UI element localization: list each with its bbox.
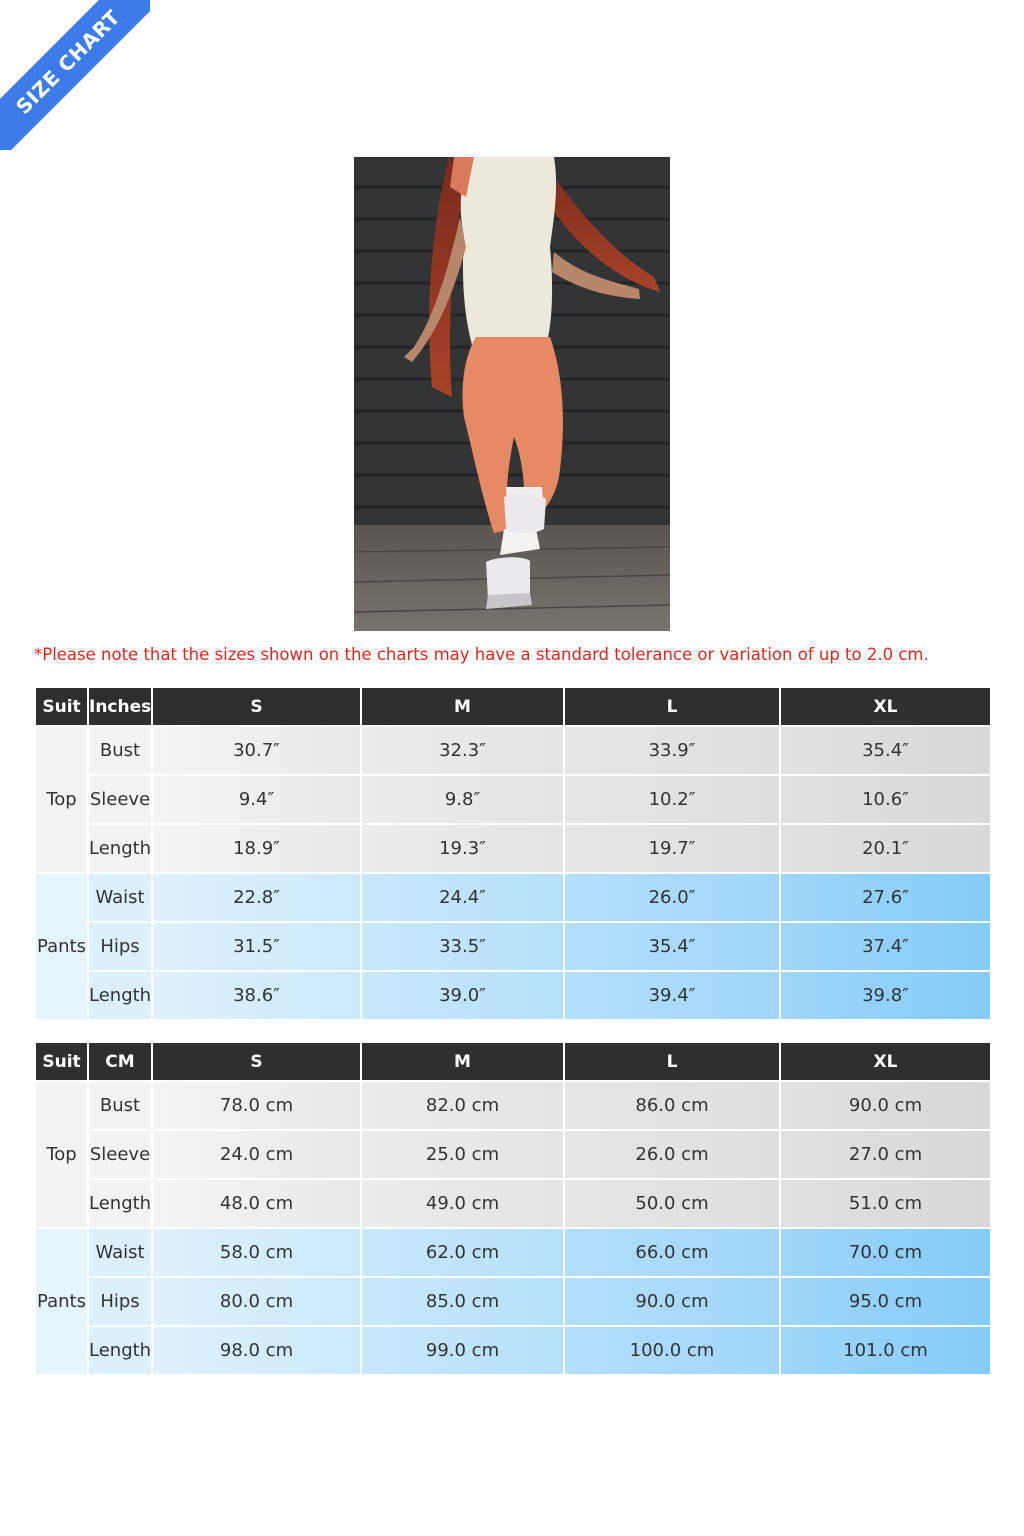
- cell-value: 37.4″: [781, 923, 990, 970]
- table-row: [36, 1229, 990, 1276]
- cell-value: 22.8″: [153, 874, 360, 921]
- size-chart-badge-wrap: [0, 0, 150, 150]
- cell-value: 19.3″: [362, 825, 563, 872]
- table-row: [36, 874, 990, 921]
- header-size-l: L: [565, 688, 779, 725]
- cell-value: 95.0 cm: [781, 1278, 990, 1325]
- cell-value: 98.0 cm: [153, 1327, 360, 1374]
- cell-value: 31.5″: [153, 923, 360, 970]
- row-label: Sleeve: [89, 1131, 151, 1178]
- row-label: Length: [89, 1327, 151, 1374]
- tolerance-note: *Please note that the sizes shown on the charts may have a standard tolerance or variation of up to 2.0 cm.: [34, 645, 929, 664]
- cell-value: 33.9″: [565, 727, 779, 774]
- table-row: [36, 1278, 990, 1325]
- header-unit: CM: [89, 1043, 151, 1080]
- header-size-l: L: [565, 1043, 779, 1080]
- cell-value: 80.0 cm: [153, 1278, 360, 1325]
- row-label: Length: [89, 972, 151, 1019]
- table-row: [36, 1082, 990, 1129]
- table-row: [36, 727, 990, 774]
- cell-value: 49.0 cm: [362, 1180, 563, 1227]
- group-pants: Pants: [36, 1229, 87, 1374]
- cell-value: 39.8″: [781, 972, 990, 1019]
- cell-value: 32.3″: [362, 727, 563, 774]
- cell-value: 38.6″: [153, 972, 360, 1019]
- cell-value: 35.4″: [781, 727, 990, 774]
- table-row: [36, 923, 990, 970]
- cell-value: 78.0 cm: [153, 1082, 360, 1129]
- row-label: Bust: [89, 727, 151, 774]
- header-size-s: S: [153, 1043, 360, 1080]
- table-row: [36, 1131, 990, 1178]
- cell-value: 51.0 cm: [781, 1180, 990, 1227]
- cell-value: 26.0″: [565, 874, 779, 921]
- cell-value: 39.4″: [565, 972, 779, 1019]
- cm-size-table: [34, 1041, 992, 1376]
- cell-value: 9.8″: [362, 776, 563, 823]
- cell-value: 26.0 cm: [565, 1131, 779, 1178]
- cell-value: 35.4″: [565, 923, 779, 970]
- row-label: Waist: [89, 1229, 151, 1276]
- row-label: Length: [89, 1180, 151, 1227]
- cell-value: 50.0 cm: [565, 1180, 779, 1227]
- table-row: [36, 1180, 990, 1227]
- row-label: Length: [89, 825, 151, 872]
- header-size-s: S: [153, 688, 360, 725]
- header-size-xl: XL: [781, 688, 990, 725]
- cell-value: 25.0 cm: [362, 1131, 563, 1178]
- header-suit: Suit: [36, 688, 87, 725]
- cell-value: 101.0 cm: [781, 1327, 990, 1374]
- cell-value: 30.7″: [153, 727, 360, 774]
- cell-value: 82.0 cm: [362, 1082, 563, 1129]
- cell-value: 19.7″: [565, 825, 779, 872]
- table-row: [36, 825, 990, 872]
- table-row: [36, 776, 990, 823]
- row-label: Hips: [89, 1278, 151, 1325]
- cell-value: 27.6″: [781, 874, 990, 921]
- cell-value: 10.6″: [781, 776, 990, 823]
- cell-value: 90.0 cm: [781, 1082, 990, 1129]
- inches-size-table: [34, 686, 992, 1021]
- cell-value: 58.0 cm: [153, 1229, 360, 1276]
- cell-value: 48.0 cm: [153, 1180, 360, 1227]
- header-suit: Suit: [36, 1043, 87, 1080]
- cell-value: 39.0″: [362, 972, 563, 1019]
- cell-value: 66.0 cm: [565, 1229, 779, 1276]
- row-label: Sleeve: [89, 776, 151, 823]
- cell-value: 18.9″: [153, 825, 360, 872]
- header-unit: Inches: [89, 688, 151, 725]
- table-row: [36, 1327, 990, 1374]
- size-chart-badge: SIZE CHART: [0, 0, 150, 150]
- product-photo: [354, 157, 670, 631]
- cell-value: 100.0 cm: [565, 1327, 779, 1374]
- row-label: Hips: [89, 923, 151, 970]
- cell-value: 9.4″: [153, 776, 360, 823]
- cell-value: 90.0 cm: [565, 1278, 779, 1325]
- cell-value: 99.0 cm: [362, 1327, 563, 1374]
- group-pants: Pants: [36, 874, 87, 1019]
- table-row: [36, 972, 990, 1019]
- row-label: Bust: [89, 1082, 151, 1129]
- table-header-row: [36, 1043, 990, 1080]
- cell-value: 10.2″: [565, 776, 779, 823]
- header-size-m: M: [362, 688, 563, 725]
- cell-value: 20.1″: [781, 825, 990, 872]
- cell-value: 24.0 cm: [153, 1131, 360, 1178]
- row-label: Waist: [89, 874, 151, 921]
- cell-value: 62.0 cm: [362, 1229, 563, 1276]
- cell-value: 86.0 cm: [565, 1082, 779, 1129]
- cell-value: 33.5″: [362, 923, 563, 970]
- group-top: Top: [36, 1082, 87, 1227]
- header-size-xl: XL: [781, 1043, 990, 1080]
- cell-value: 70.0 cm: [781, 1229, 990, 1276]
- cell-value: 85.0 cm: [362, 1278, 563, 1325]
- cell-value: 27.0 cm: [781, 1131, 990, 1178]
- table-header-row: [36, 688, 990, 725]
- group-top: Top: [36, 727, 87, 872]
- cell-value: 24.4″: [362, 874, 563, 921]
- header-size-m: M: [362, 1043, 563, 1080]
